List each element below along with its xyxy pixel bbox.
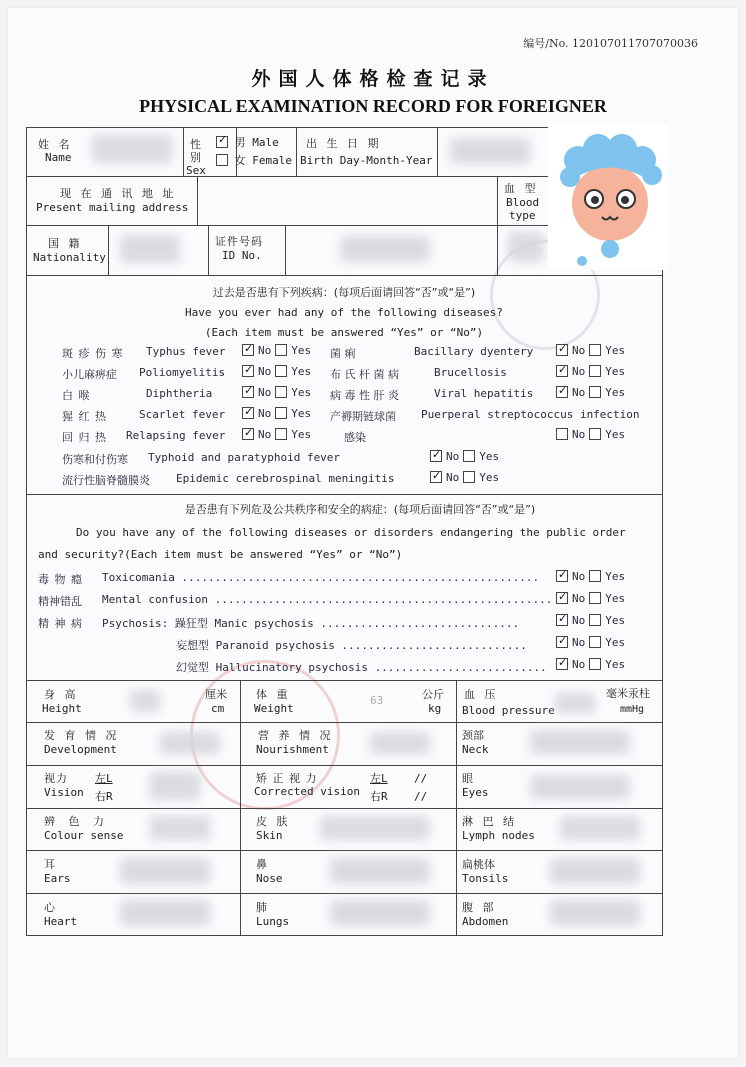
corrected-left-value: //	[414, 772, 428, 785]
skin-label-en: Skin	[256, 829, 283, 842]
yes-no-answer[interactable]	[242, 407, 315, 420]
lungs-label-en: Lungs	[256, 915, 290, 928]
yes-checkbox[interactable]	[275, 428, 287, 440]
yes-no-answer[interactable]	[556, 636, 629, 649]
disease-label-en: Poliomyelitis	[139, 366, 226, 379]
development-label-en: Development	[44, 743, 117, 756]
nose-label-cn: 鼻	[256, 858, 270, 871]
colour-value-redacted	[150, 816, 210, 840]
disease-label-en: Puerperal streptococcus infection	[421, 408, 640, 421]
disease-label-en: Relapsing fever	[126, 429, 226, 442]
no-checkbox[interactable]	[556, 344, 568, 356]
name-label-en: Name	[45, 151, 72, 164]
yes-label: Yes	[605, 614, 626, 627]
yes-label: Yes	[291, 386, 312, 399]
height-value-redacted	[130, 690, 160, 712]
disease-label-en: Scarlet fever	[139, 408, 226, 421]
cm-unit-cn: 厘米	[205, 688, 227, 701]
disease-label-en: Bacillary dyentery	[414, 345, 534, 358]
lungs-value-redacted	[330, 900, 430, 926]
yes-no-answer[interactable]	[430, 450, 503, 463]
yes-checkbox[interactable]	[275, 365, 287, 377]
yes-no-answer[interactable]	[556, 658, 629, 671]
birth-label-en: Birth Day-Month-Year	[300, 154, 433, 167]
neck-label-cn: 颈部	[462, 729, 484, 742]
vision-left-label: 左L	[95, 772, 113, 785]
colour-label-cn: 辨 色 力	[44, 815, 109, 828]
yes-no-answer[interactable]	[430, 471, 503, 484]
no-checkbox[interactable]	[242, 365, 254, 377]
bp-value-redacted	[555, 693, 595, 713]
bp-label-cn: 血 压	[464, 688, 499, 701]
section1-question-cn: 过去是否患有下列疾病：(每项后面请回答“否”或“是”)	[212, 286, 476, 299]
disease-label-cn: 感染	[344, 431, 366, 444]
yes-checkbox[interactable]	[275, 386, 287, 398]
ears-label-cn: 耳	[44, 858, 58, 871]
ears-value-redacted	[120, 858, 210, 884]
yes-checkbox[interactable]	[275, 407, 287, 419]
no-checkbox[interactable]	[242, 407, 254, 419]
kg-unit-cn: 公斤	[422, 688, 444, 701]
male-option[interactable]	[216, 136, 279, 149]
yes-no-answer[interactable]	[242, 428, 315, 441]
no-label: No	[258, 407, 272, 420]
yes-label: Yes	[479, 450, 500, 463]
no-label: No	[258, 344, 272, 357]
yes-no-answer[interactable]	[242, 386, 315, 399]
no-label: No	[572, 614, 586, 627]
section2-question-en-2: and security?(Each item must be answered “Yes” or “No”)	[38, 548, 403, 561]
yes-checkbox[interactable]	[463, 471, 475, 483]
weight-label-en: Weight	[254, 702, 294, 715]
nose-label-en: Nose	[256, 872, 283, 885]
no-checkbox[interactable]	[556, 570, 568, 582]
no-label: No	[258, 365, 272, 378]
no-label: No	[572, 570, 586, 583]
neck-label-en: Neck	[462, 743, 489, 756]
serial-number: 编号/No. 120107011707070036	[523, 37, 698, 50]
blood-label-cn: 血 型	[504, 182, 539, 195]
nourishment-label-cn: 营 养 情 况	[258, 729, 334, 742]
weight-label-cn: 体 重	[256, 688, 291, 701]
section1-note: (Each item must be answered “Yes” or “No”)	[204, 326, 484, 339]
weight-value: 63	[370, 694, 384, 707]
heart-label-en: Heart	[44, 915, 78, 928]
no-checkbox[interactable]	[242, 344, 254, 356]
yes-no-answer[interactable]	[556, 365, 629, 378]
disease-label-en: Epidemic cerebrospinal meningitis	[176, 472, 395, 485]
section2-question-en-1: Do you have any of the following diseases or disorders endangering the public order	[76, 526, 626, 539]
no-label: No	[446, 471, 460, 484]
id-value-redacted	[340, 236, 430, 262]
yes-checkbox[interactable]	[589, 386, 601, 398]
yes-checkbox[interactable]	[463, 450, 475, 462]
no-checkbox[interactable]	[556, 365, 568, 377]
female-checkbox[interactable]	[216, 154, 228, 166]
no-checkbox[interactable]	[556, 428, 568, 440]
yes-label: Yes	[605, 428, 626, 441]
id-label-en: ID No.	[222, 249, 262, 262]
no-checkbox[interactable]	[556, 636, 568, 648]
name-label-cn: 姓 名	[38, 138, 73, 151]
no-checkbox[interactable]	[242, 428, 254, 440]
cm-unit-en: cm	[211, 702, 225, 715]
yes-label: Yes	[605, 570, 626, 583]
no-label: No	[446, 450, 460, 463]
disease-label-en: Viral hepatitis	[434, 387, 534, 400]
yes-no-answer[interactable]	[556, 614, 629, 627]
yes-label: Yes	[605, 636, 626, 649]
nourishment-label-en: Nourishment	[256, 743, 329, 756]
vision-right-label: 右R	[95, 790, 113, 803]
disorder-label-cn: 精 神 病	[38, 617, 83, 630]
female-option[interactable]	[216, 154, 292, 167]
no-label: No	[572, 636, 586, 649]
development-value-redacted	[160, 732, 220, 754]
yes-checkbox[interactable]	[589, 636, 601, 648]
disorder-label-cn: 精神错乱	[38, 595, 82, 608]
heart-value-redacted	[120, 900, 210, 926]
yes-label: Yes	[605, 658, 626, 671]
yes-checkbox[interactable]	[275, 344, 287, 356]
disorder-label-en: Psychosis: 躁狂型 Manic psychosis ..............................	[102, 617, 520, 630]
eyes-label-cn: 眼	[462, 772, 476, 785]
disease-label-cn: 斑 疹 伤 寒	[62, 347, 124, 360]
section1-question-en: Have you ever had any of the following diseases?	[185, 306, 503, 319]
eyes-label-en: Eyes	[462, 786, 489, 799]
yes-checkbox[interactable]	[589, 614, 601, 626]
corrected-right-value: //	[414, 790, 428, 803]
address-label-en: Present mailing address	[36, 201, 189, 214]
no-label: No	[258, 428, 272, 441]
heart-label-cn: 心	[44, 901, 58, 914]
corrected-vision-label-cn: 矫 正 视 力	[256, 772, 318, 785]
mmhg-unit-en: mmHg	[620, 704, 645, 715]
no-checkbox[interactable]	[556, 386, 568, 398]
yes-label: Yes	[605, 365, 626, 378]
sex-label-cn: 性别	[190, 138, 204, 164]
yes-no-answer[interactable]	[242, 344, 315, 357]
blood-label-en-1: Blood	[506, 196, 540, 209]
yes-no-answer[interactable]	[556, 428, 629, 441]
cartoon-avatar-icon	[548, 125, 668, 270]
yes-label: Yes	[605, 344, 626, 357]
disorder-label-en: 妄想型 Paranoid psychosis ............................	[176, 639, 527, 652]
yes-no-answer[interactable]	[556, 386, 629, 399]
mmhg-unit-cn: 毫米汞柱	[606, 687, 650, 700]
no-checkbox[interactable]	[556, 658, 568, 670]
disorder-label-cn: 毒 物 瘾	[38, 573, 83, 586]
vision-value-redacted	[150, 772, 200, 800]
corrected-right-label: 右R	[370, 790, 388, 803]
disease-label-en: Typhus fever	[146, 345, 226, 358]
disease-label-cn: 小儿麻痹症	[62, 368, 117, 381]
birth-label-cn: 出 生 日 期	[306, 137, 382, 150]
yes-no-answer[interactable]	[242, 365, 315, 378]
birthdate-value-redacted	[450, 138, 530, 164]
yes-label: Yes	[605, 386, 626, 399]
ears-label-en: Ears	[44, 872, 71, 885]
kg-unit-en: kg	[428, 702, 442, 715]
no-checkbox[interactable]	[242, 386, 254, 398]
yes-checkbox[interactable]	[589, 365, 601, 377]
neck-value-redacted	[530, 730, 630, 754]
no-label: No	[572, 428, 586, 441]
no-label: No	[572, 592, 586, 605]
yes-label: Yes	[291, 407, 312, 420]
disease-label-cn: 菌 痢	[330, 347, 356, 360]
no-checkbox[interactable]	[556, 592, 568, 604]
blood-type-value-redacted	[508, 232, 544, 262]
title-chinese: 外国人体格检查记录	[251, 68, 495, 90]
no-checkbox[interactable]	[430, 471, 442, 483]
abdomen-value-redacted	[550, 900, 640, 926]
yes-no-answer[interactable]	[556, 570, 629, 583]
disorder-label-en: Mental confusion ...................................................	[102, 593, 553, 606]
male-checkbox[interactable]	[216, 136, 228, 148]
yes-checkbox[interactable]	[589, 344, 601, 356]
vision-label-cn: 视力	[44, 772, 68, 785]
abdomen-label-en: Abdomen	[462, 915, 509, 928]
section2-question-cn: 是否患有下列危及公共秩序和安全的病症：(每项后面请回答“否”或“是”)	[184, 503, 536, 516]
disease-label-cn: 布 氏 杆 菌 病	[330, 368, 399, 381]
sex-label-en: Sex	[186, 164, 206, 177]
yes-label: Yes	[291, 365, 312, 378]
nourishment-value-redacted	[370, 732, 430, 754]
disease-label-cn: 病 毒 性 肝 炎	[330, 389, 399, 402]
yes-label: Yes	[291, 344, 312, 357]
eyes-value-redacted	[530, 775, 630, 799]
yes-checkbox[interactable]	[589, 570, 601, 582]
no-label: No	[572, 344, 586, 357]
name-value-redacted	[92, 135, 172, 163]
nationality-label-cn: 国 籍	[48, 237, 83, 250]
no-checkbox[interactable]	[430, 450, 442, 462]
tonsils-value-redacted	[550, 858, 640, 884]
blood-label-en-2: type	[509, 209, 536, 222]
nationality-value-redacted	[120, 235, 180, 263]
nose-value-redacted	[330, 858, 430, 884]
no-label: No	[572, 658, 586, 671]
height-label-en: Height	[42, 702, 82, 715]
disease-label-cn: 回 归 热	[62, 431, 107, 444]
address-label-cn: 现 在 通 讯 地 址	[60, 187, 177, 200]
disease-label-cn: 伤寒和付伤寒	[62, 453, 128, 466]
no-label: No	[572, 386, 586, 399]
vision-label-en: Vision	[44, 786, 84, 799]
corrected-left-label: 左L	[370, 772, 388, 785]
female-label: 女 Female	[234, 154, 292, 167]
photo-placeholder	[548, 125, 668, 270]
disease-label-cn: 流行性脑脊髓膜炎	[62, 474, 150, 487]
disease-label-cn: 白 喉	[62, 389, 91, 402]
corrected-vision-label-en: Corrected vision	[254, 785, 360, 798]
yes-label: Yes	[605, 592, 626, 605]
colour-label-en: Colour sense	[44, 829, 124, 842]
lymph-label-en: Lymph nodes	[462, 829, 535, 842]
skin-label-cn: 皮 肤	[256, 815, 291, 828]
yes-no-answer[interactable]	[556, 344, 629, 357]
disorder-label-en: Toxicomania ......................................................	[102, 571, 540, 584]
tonsils-label-cn: 扁桃体	[462, 858, 495, 871]
development-label-cn: 发 育 情 况	[44, 729, 120, 742]
lymph-value-redacted	[560, 816, 640, 840]
lymph-label-cn: 淋 巴 结	[462, 815, 517, 828]
height-label-cn: 身 高	[44, 688, 79, 701]
disorder-label-en: 幻觉型 Hallucinatory psychosis ..........................	[176, 661, 547, 674]
skin-value-redacted	[320, 816, 430, 840]
yes-checkbox[interactable]	[589, 658, 601, 670]
no-checkbox[interactable]	[556, 614, 568, 626]
tonsils-label-en: Tonsils	[462, 872, 509, 885]
yes-label: Yes	[291, 428, 312, 441]
yes-checkbox[interactable]	[589, 592, 601, 604]
no-label: No	[572, 365, 586, 378]
bp-label-en: Blood pressure	[462, 704, 555, 717]
disease-label-cn: 产褥期链球菌	[330, 410, 396, 423]
male-label: 男 Male	[234, 136, 279, 149]
yes-checkbox[interactable]	[589, 428, 601, 440]
nationality-label-en: Nationality	[33, 251, 106, 264]
abdomen-label-cn: 腹 部	[462, 901, 497, 914]
no-label: No	[258, 386, 272, 399]
disease-label-cn: 猩 红 热	[62, 410, 107, 423]
disease-label-en: Typhoid and paratyphoid fever	[148, 451, 341, 464]
id-label-cn: 证件号码	[215, 235, 263, 248]
title-english: PHYSICAL EXAMINATION RECORD FOR FOREIGNER	[139, 96, 607, 116]
disease-label-en: Brucellosis	[434, 366, 507, 379]
yes-label: Yes	[479, 471, 500, 484]
lungs-label-cn: 肺	[256, 901, 270, 914]
disease-label-en: Diphtheria	[146, 387, 213, 400]
yes-no-answer[interactable]	[556, 592, 629, 605]
